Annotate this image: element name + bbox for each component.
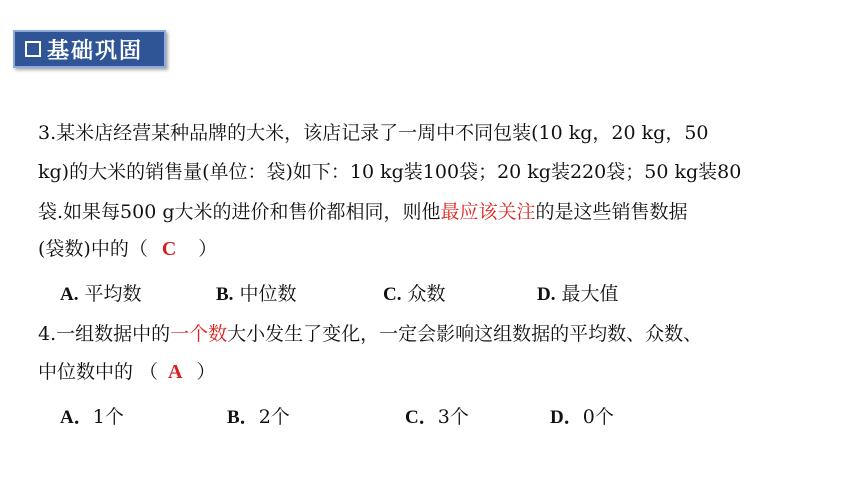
- q4-option-c[interactable]: [405, 405, 469, 430]
- section-title: 基础巩固: [47, 38, 144, 64]
- option-letter: A．: [60, 407, 93, 428]
- q3-line-3-end: 的是这些销售数据: [535, 201, 688, 223]
- q4-line-2-end: ）: [196, 361, 216, 383]
- q3-option-b[interactable]: [216, 282, 297, 307]
- option-text: 平均数: [84, 283, 142, 305]
- section-title-badge: [13, 30, 166, 68]
- option-letter: B.: [216, 284, 234, 305]
- q3-option-a[interactable]: [60, 282, 142, 307]
- option-text: 3个: [437, 406, 469, 428]
- q4-line-1-start: 4.一组数据中的: [38, 323, 171, 345]
- q4-answer: A: [168, 361, 183, 383]
- q4-option-a[interactable]: [60, 405, 124, 430]
- q3-line-4-start: (袋数)中的（: [38, 238, 148, 260]
- q3-line-2: kg)的大米的销售量(单位：袋)如下：10 kg装100袋；20 kg装220袋；50 kg装80: [38, 161, 742, 183]
- option-text: 中位数: [239, 283, 297, 305]
- option-letter: C．: [405, 407, 438, 428]
- q3-highlight: 最应该关注: [440, 201, 536, 223]
- q4-highlight: 一个数: [170, 323, 228, 345]
- q3-line-1: 3.某米店经营某种品牌的大米，该店记录了一周中不同包装(10 kg，20 kg，50: [38, 122, 709, 144]
- q3-line-3-start: 袋.如果每500 g大米的进价和售价都相同，则他: [38, 201, 441, 223]
- q3-option-d[interactable]: [537, 282, 619, 307]
- option-text: 1个: [92, 406, 124, 428]
- q4-line-2: [38, 360, 216, 384]
- option-text: 最大值: [561, 283, 619, 305]
- q4-line-2-start: 中位数中的 （: [38, 361, 159, 383]
- option-letter: C.: [383, 284, 402, 305]
- q3-option-c[interactable]: [383, 282, 446, 307]
- checkbox-square-icon: [25, 41, 41, 57]
- option-text: 0个: [582, 406, 614, 428]
- option-text: 2个: [258, 406, 290, 428]
- q3-answer: C: [161, 238, 177, 260]
- q4-line-1: [38, 322, 702, 346]
- q4-option-b[interactable]: [227, 405, 290, 430]
- q4-option-d[interactable]: [550, 405, 614, 430]
- q3-line-3: [38, 200, 688, 224]
- q4-line-1-end: 大小发生了变化，一定会影响这组数据的平均数、众数、: [227, 323, 703, 345]
- option-letter: A.: [60, 284, 79, 305]
- option-letter: D．: [550, 407, 583, 428]
- q3-line-4: [38, 237, 217, 261]
- option-letter: D.: [537, 284, 556, 305]
- q3-line-4-end: ）: [198, 238, 218, 260]
- option-letter: B．: [227, 407, 259, 428]
- option-text: 众数: [407, 283, 446, 305]
